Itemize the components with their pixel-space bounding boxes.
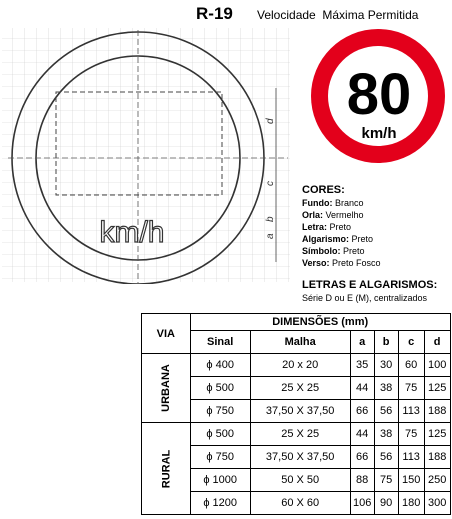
table-cell: 37,50 X 37,50 (250, 446, 350, 469)
dim-a: a (265, 233, 276, 239)
table-cell: ϕ 500 (190, 423, 250, 446)
table-row (142, 423, 451, 446)
table-cell: 38 (374, 423, 398, 446)
color-row-letra: Letra: Preto (302, 222, 352, 232)
outlined-unit-text: km/h (99, 216, 165, 249)
colors-heading: CORES: (302, 184, 345, 196)
table-cell: 56 (374, 400, 398, 423)
table-cell: 106 (350, 492, 374, 515)
table-cell: 125 (424, 423, 450, 446)
table-cell: 75 (374, 469, 398, 492)
table-cell: 50 X 50 (250, 469, 350, 492)
table-cell: ϕ 1000 (190, 469, 250, 492)
table-cell: ϕ 400 (190, 354, 250, 377)
table-cell: 60 X 60 (250, 492, 350, 515)
table-cell: 20 x 20 (250, 354, 350, 377)
table-cell: 75 (398, 377, 424, 400)
speed-unit: km/h (361, 125, 397, 142)
col-d: d (424, 331, 450, 354)
dim-b: b (265, 216, 276, 222)
table-cell: ϕ 750 (190, 400, 250, 423)
table-cell: 180 (398, 492, 424, 515)
table-cell: 90 (374, 492, 398, 515)
table-cell: 75 (398, 423, 424, 446)
table-cell: 25 X 25 (250, 377, 350, 400)
color-row-fundo: Fundo: Branco (302, 198, 364, 208)
table-cell: 150 (398, 469, 424, 492)
table-cell: 188 (424, 400, 450, 423)
via-group-label: URBANA (159, 364, 172, 412)
title-word-1: Velocidade (257, 8, 316, 22)
table-cell: ϕ 1200 (190, 492, 250, 515)
table-cell: 44 (350, 423, 374, 446)
table-cell: 37,50 X 37,50 (250, 400, 350, 423)
table-cell: 30 (374, 354, 398, 377)
table-cell: ϕ 500 (190, 377, 250, 400)
table-cell: 100 (424, 354, 450, 377)
color-row-simbolo: Símbolo: Preto (302, 246, 365, 256)
table-cell: 66 (350, 446, 374, 469)
construction-drawing (0, 26, 292, 284)
table-cell: 188 (424, 446, 450, 469)
sign-code: R-19 (196, 4, 233, 23)
color-row-algarismo: Algarismo: Preto (302, 234, 374, 244)
col-c: c (398, 331, 424, 354)
table-cell: 125 (424, 377, 450, 400)
dim-c: c (265, 181, 276, 186)
via-group-urbana (142, 354, 191, 423)
speed-limit-sign (310, 28, 446, 164)
color-row-orla: Orla: Vermelho (302, 210, 364, 220)
table-cell: 35 (350, 354, 374, 377)
title-word-2: Máxima Permitida (322, 8, 419, 22)
color-row-verso: Verso: Preto Fosco (302, 258, 381, 268)
table-cell: 250 (424, 469, 450, 492)
table-cell: 38 (374, 377, 398, 400)
letters-section (302, 278, 437, 304)
col-sinal: Sinal (190, 331, 250, 354)
col-b: b (374, 331, 398, 354)
letters-text: Série D ou E (M), centralizados (302, 293, 428, 303)
colors-section (302, 183, 381, 269)
table-cell: 44 (350, 377, 374, 400)
table-cell: 300 (424, 492, 450, 515)
table-cell: 88 (350, 469, 374, 492)
dim-d: d (265, 118, 276, 124)
sign-title (257, 8, 418, 22)
letters-heading: LETRAS E ALGARISMOS: (302, 279, 438, 291)
dimensions-header: DIMENSÕES (mm) (190, 314, 450, 331)
table-cell: 25 X 25 (250, 423, 350, 446)
table-cell: 60 (398, 354, 424, 377)
table-cell: 113 (398, 400, 424, 423)
table-row (142, 354, 451, 377)
via-group-rural (142, 423, 191, 515)
via-group-label: RURAL (159, 449, 172, 488)
via-header: VIA (142, 314, 191, 354)
table-cell: 66 (350, 400, 374, 423)
col-malha: Malha (250, 331, 350, 354)
speed-number: 80 (346, 62, 412, 127)
col-a: a (350, 331, 374, 354)
dimensions-table (141, 313, 451, 515)
table-cell: 113 (398, 446, 424, 469)
table-cell: 56 (374, 446, 398, 469)
table-cell: ϕ 750 (190, 446, 250, 469)
